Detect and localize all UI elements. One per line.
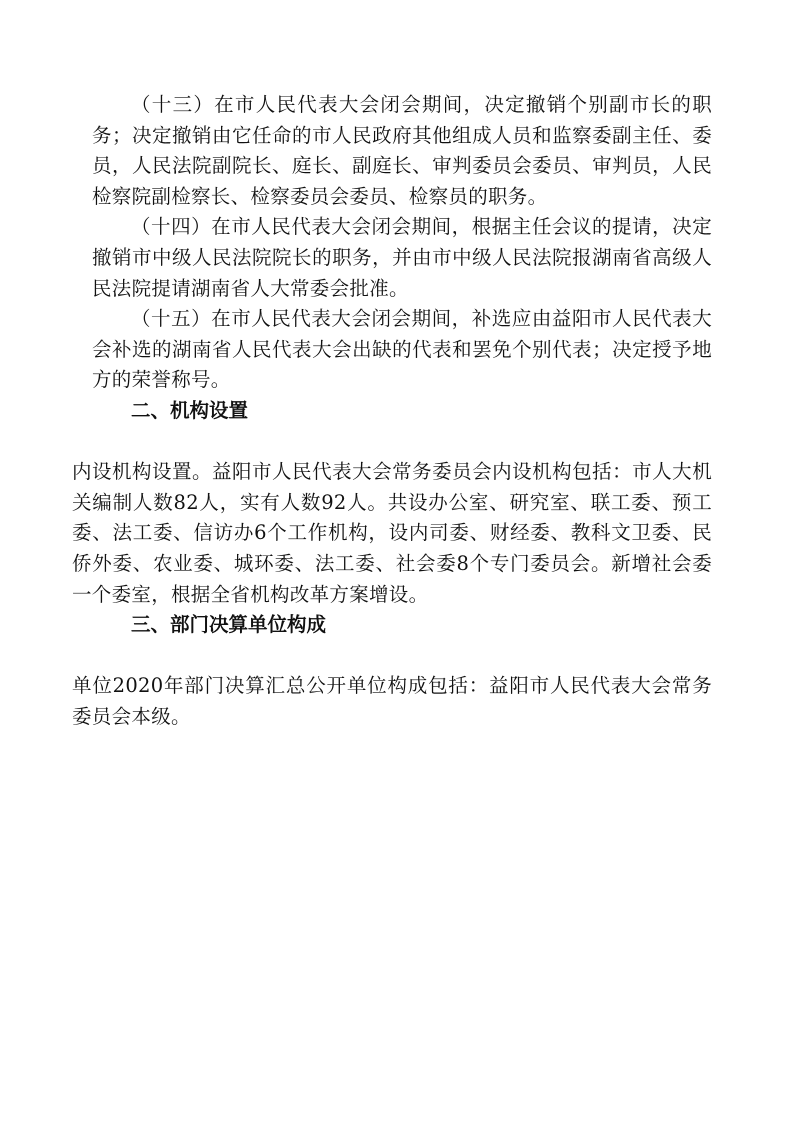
section-heading-units: 三、部门决算单位构成 <box>131 613 327 637</box>
document-body <box>72 90 712 732</box>
section-spacer <box>92 641 712 672</box>
section-body-organization: 内设机构设置。益阳市人民代表大会常务委员会内设机构包括：市人大机关编制人数82人，实有人数92人。共设办公室、研究室、联工委、预工委、法工委、信访办6个工作机构，设内司委、财经委、教科文卫委、民侨外委、农业委、城环委、法工委、社会委8个专门委员会。新增社会委一个委室，根据全省机构改革方案增设。 <box>72 460 712 606</box>
section-spacer <box>92 427 712 458</box>
section-body-units: 单位2020年部门决算汇总公开单位构成包括：益阳市人民代表大会常务委员会本级。 <box>72 674 712 728</box>
paragraph-item-15: （十五）在市人民代表大会闭会期间，补选应由益阳市人民代表大会补选的湖南省人民代表大会出缺的代表和罢免个别代表；决定授予地方的荣誉称号。 <box>92 307 712 392</box>
section-heading-organization: 二、机构设置 <box>131 398 249 422</box>
paragraph-item-13: （十三）在市人民代表大会闭会期间，决定撤销个别副市长的职务；决定撤销由它任命的市人民政府其他组成人员和监察委副主任、委员，人民法院副院长、庭长、副庭长、审判委员会委员、审判员，人民检察院副检察长、检察委员会委员、检察员的职务。 <box>92 93 712 208</box>
paragraph-item-14: （十四）在市人民代表大会闭会期间，根据主任会议的提请，决定撤销市中级人民法院院长的职务，并由市中级人民法院报湖南省高级人民法院提请湖南省人大常委会批准。 <box>92 215 712 300</box>
